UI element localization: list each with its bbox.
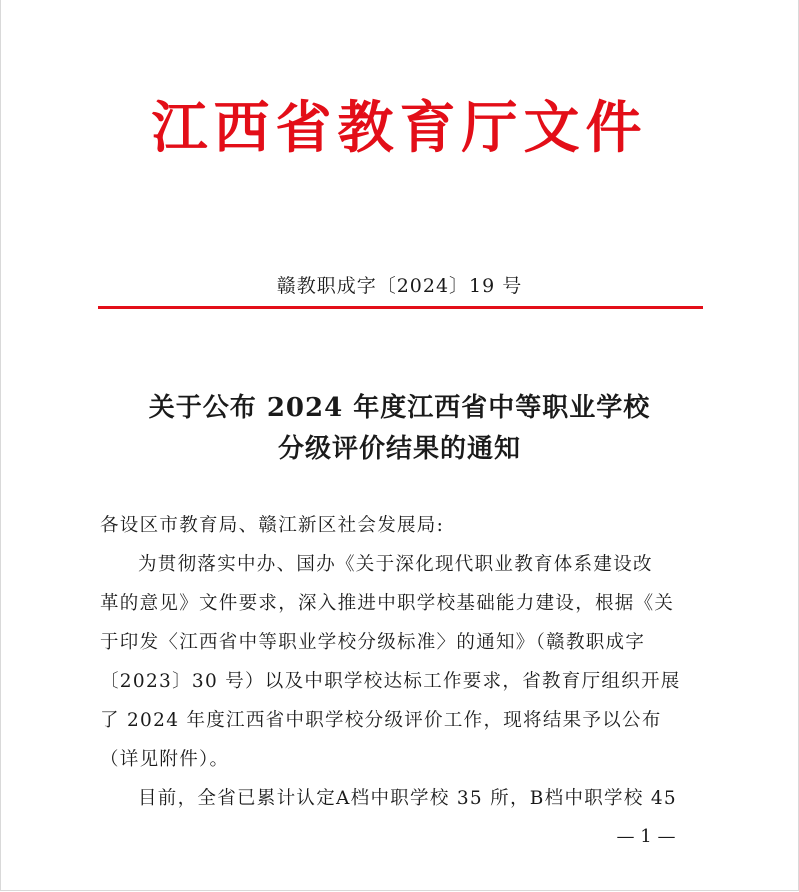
notice-title-line-1: 关于公布 2024 年度江西省中等职业学校: [148, 393, 651, 423]
notice-title-line-2: 分级评价结果的通知: [277, 434, 521, 464]
page-number: — 1 —: [616, 826, 676, 847]
paragraph-1-line-1: 为贯彻落实中办、国办《关于深化现代职业教育体系建设改: [138, 554, 653, 575]
paragraph-1-line-3: 于印发〈江西省中等职业学校分级标准〉的通知》（赣教职成字: [100, 632, 646, 653]
red-divider: [98, 306, 703, 309]
paragraph-1-line-6: （详见附件）。: [100, 749, 230, 770]
salutation: 各设区市教育局、赣江新区社会发展局:: [100, 515, 445, 536]
paragraph-1-line-4: 〔2023〕30 号）以及中职学校达标工作要求，省教育厅组织开展: [100, 671, 681, 692]
document-number: 赣教职成字〔2024〕19 号: [276, 275, 523, 297]
paragraph-2-line-1: 目前，全省已累计认定A档中职学校 35 所，B档中职学校 45: [138, 788, 677, 809]
paragraph-1-line-5: 了 2024 年度江西省中职学校分级评价工作，现将结果予以公布: [100, 710, 662, 731]
paragraph-1-line-2: 革的意见》文件要求，深入推进中职学校基础能力建设，根据《关: [100, 593, 675, 614]
agency-title: 江西省教育厅文件: [151, 95, 648, 161]
